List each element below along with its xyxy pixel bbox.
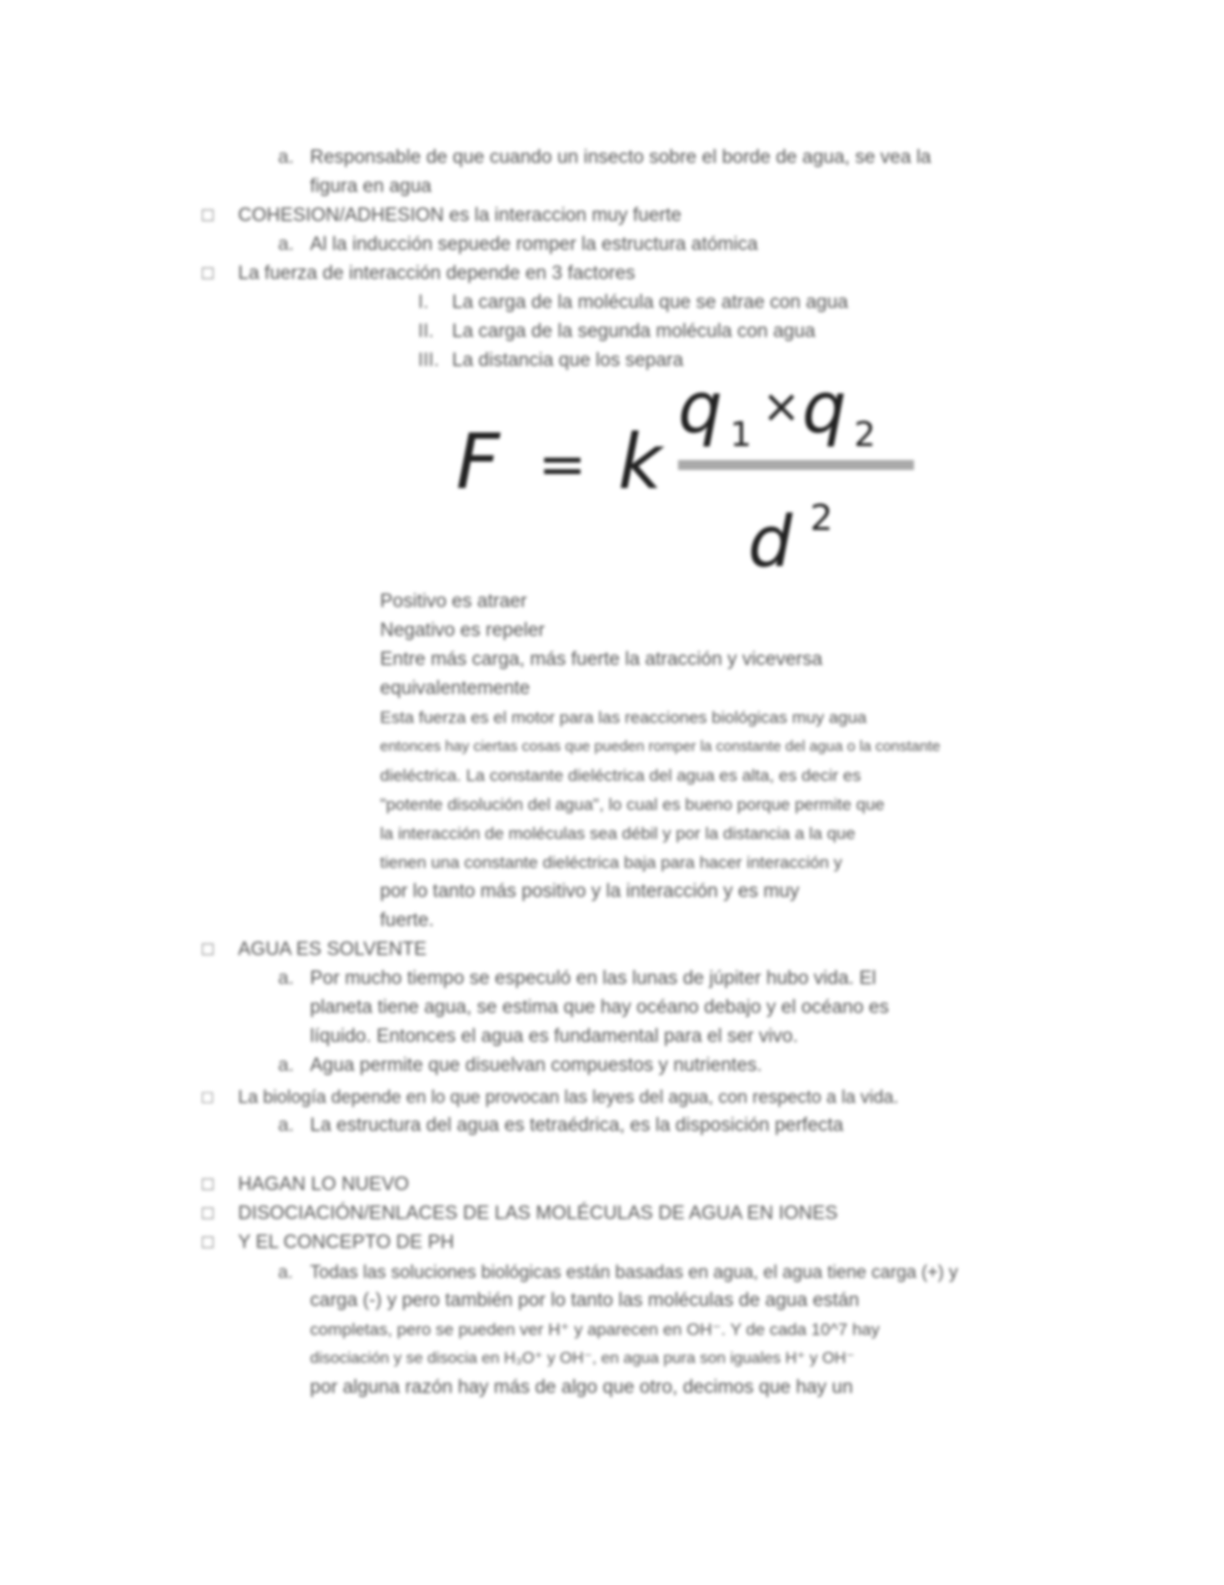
- bullet-icon: □: [202, 1087, 213, 1107]
- eq-k: k: [618, 417, 663, 506]
- list-marker: I.: [418, 292, 429, 313]
- eq-d: d: [748, 501, 793, 580]
- list-marker: a.: [278, 147, 294, 168]
- bullet-icon: □: [202, 1203, 214, 1224]
- paragraph-line: dieléctrica. La constante dieléctrica del agua es alta, es decir es: [380, 766, 861, 785]
- paragraph-line: la interacción de moléculas sea débil y por la distancia a la que: [380, 824, 856, 843]
- list-item: □ DISOCIACIÓN/ENLACES DE LAS MOLÉCULAS DE AGUA EN IONES: [202, 1200, 838, 1228]
- list-item: □ La biología depende en lo que provocan las leyes del agua, con respecto a la vida.: [202, 1083, 898, 1111]
- fraction-bar: [678, 460, 914, 470]
- paragraph-line: "potente disolución del agua", lo cual es bueno porque permite que: [380, 795, 885, 814]
- list-item-continuation: por alguna razón hay más de algo que otro, decimos que hay un: [310, 1377, 853, 1398]
- list-item-continuation: disociación y se disocia en H₃O⁺ y OH⁻, en agua pura son iguales H⁺ y OH⁻: [310, 1350, 855, 1367]
- list-item: I. La carga de la molécula que se atrae con agua: [418, 289, 848, 317]
- list-item: a. Agua permite que disuelvan compuestos y nutrientes.: [278, 1052, 762, 1080]
- eq-times: ×: [762, 380, 801, 433]
- list-item-continuation: completas, pero se pueden ver H⁺ y aparecen en OH⁻. Y de cada 10^7 hay: [310, 1320, 880, 1339]
- list-marker: a.: [278, 1262, 294, 1282]
- paragraph-line: entonces hay ciertas cosas que pueden romper la constante del agua o la constante: [380, 738, 941, 755]
- paragraph-line: por lo tanto más positivo y la interacción y es muy: [380, 881, 800, 902]
- paragraph-line: Entre más carga, más fuerte la atracción y viceversa: [380, 649, 823, 670]
- paragraph-line: Positivo es atraer: [380, 591, 527, 612]
- list-item: III. La distancia que los separa: [418, 347, 683, 375]
- paragraph-line: equivalentemente: [380, 678, 530, 699]
- list-item: II. La carga de la segunda molécula con agua: [418, 318, 815, 346]
- list-item: □ AGUA ES SOLVENTE: [202, 936, 427, 964]
- equation-graphic: [450, 380, 930, 580]
- list-marker: a.: [278, 1115, 294, 1136]
- list-item-continuation: líquido. Entonces el agua es fundamental para el ser vivo.: [310, 1026, 798, 1047]
- coulomb-equation: [450, 380, 930, 580]
- list-marker: a.: [278, 1055, 294, 1076]
- eq-sub-2: 2: [854, 415, 876, 455]
- eq-sub-1: 1: [730, 415, 752, 455]
- eq-q1: q: [678, 380, 723, 449]
- list-item: □ Y EL CONCEPTO DE PH: [202, 1229, 454, 1257]
- paragraph-line: tienen una constante dieléctrica baja para hacer interacción y: [380, 853, 843, 872]
- list-marker: II.: [418, 321, 434, 342]
- bullet-icon: □: [202, 1174, 214, 1195]
- list-item: a. Al la inducción sepuede romper la estructura atómica: [278, 231, 758, 259]
- list-item-continuation: carga (-) y pero también por lo tanto las moléculas de agua están: [310, 1290, 860, 1311]
- eq-exponent: 2: [810, 498, 833, 539]
- bullet-icon: □: [202, 1232, 214, 1253]
- eq-F: F: [456, 417, 500, 506]
- list-item-continuation: figura en agua: [310, 176, 432, 197]
- bullet-icon: □: [202, 939, 214, 960]
- list-item: □ COHESION/ADHESION es la interaccion muy fuerte: [202, 202, 681, 230]
- list-marker: a.: [278, 234, 294, 255]
- list-item: □ HAGAN LO NUEVO: [202, 1171, 409, 1199]
- list-item: □ La fuerza de interacción depende en 3 factores: [202, 260, 635, 288]
- paragraph-line: Negativo es repeler: [380, 620, 545, 641]
- paragraph-line: fuerte.: [380, 910, 434, 931]
- list-marker: III.: [418, 350, 440, 371]
- list-item: a. Por mucho tiempo se especuló en las lunas de júpiter hubo vida. El: [278, 965, 876, 993]
- list-item: a. Responsable de que cuando un insecto sobre el borde de agua, se vea la: [278, 144, 931, 172]
- eq-q2: q: [802, 380, 847, 449]
- eq-equals: =: [538, 430, 587, 498]
- bullet-icon: □: [202, 263, 214, 284]
- list-item-continuation: planeta tiene agua, se estima que hay océano debajo y el océano es: [310, 997, 889, 1018]
- list-item: a. Todas las soluciones biológicas están basadas en agua, el agua tiene carga (+) y: [278, 1258, 958, 1286]
- list-marker: a.: [278, 968, 294, 989]
- bullet-icon: □: [202, 205, 214, 226]
- list-item: a. La estructura del agua es tetraédrica, es la disposición perfecta: [278, 1112, 843, 1140]
- paragraph-line: Esta fuerza es el motor para las reacciones biológicas muy agua: [380, 708, 867, 727]
